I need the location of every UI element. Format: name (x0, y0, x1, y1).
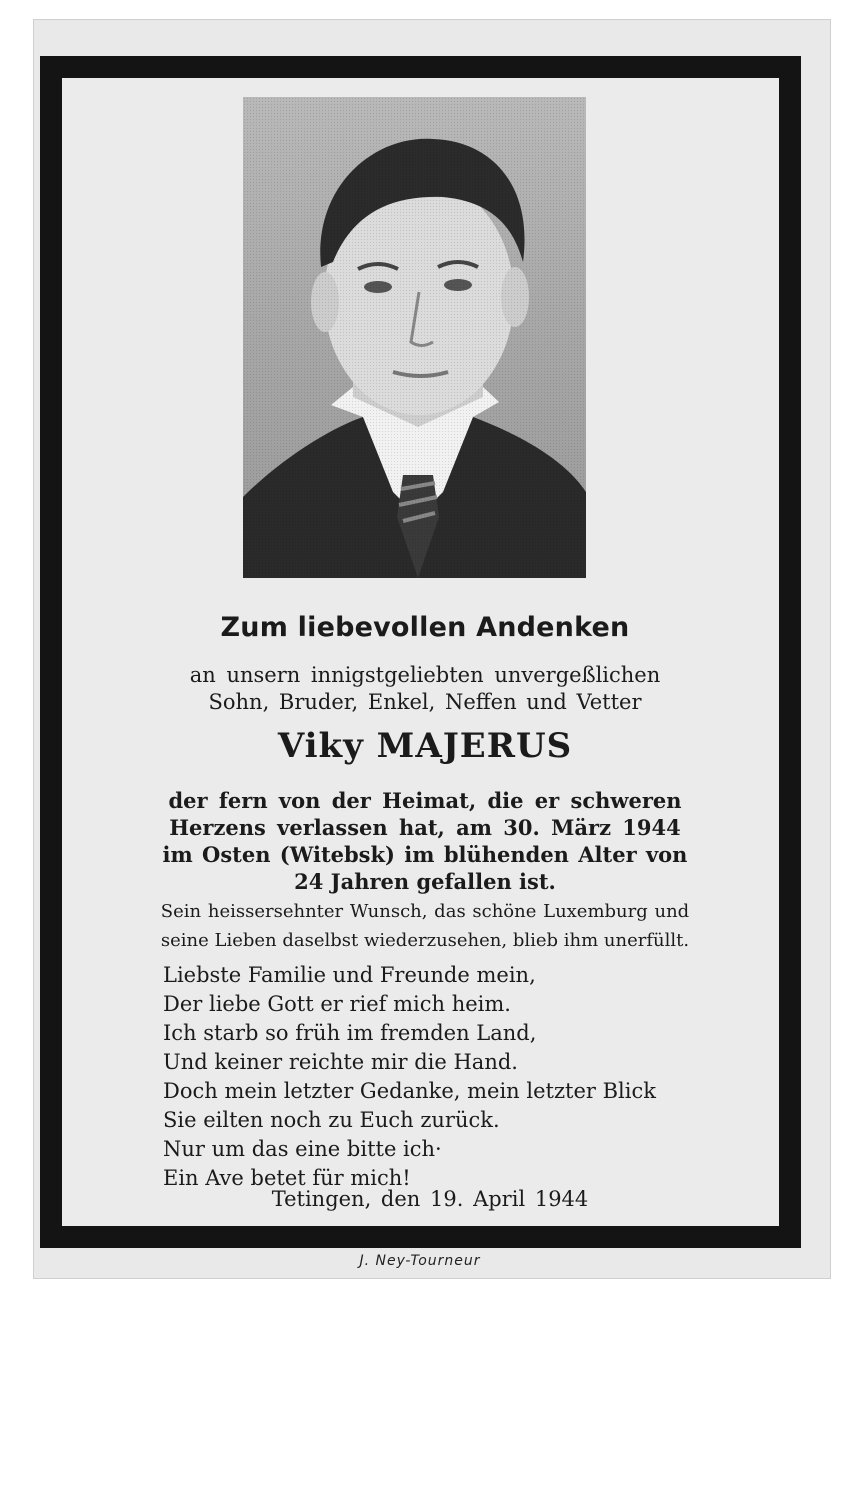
wish-line-1: Sein heissersehnter Wunsch, das schöne Luxemburg und (160, 901, 690, 922)
body-line-3: im Osten (Witebsk) im blühenden Alter von (162, 842, 688, 867)
place-date: Tetingen, den 19. April 1944 (271, 1187, 589, 1211)
poem-line: Der liebe Gott er rief mich heim. (163, 992, 511, 1016)
poem (163, 961, 656, 1193)
deceased-name: Viky MAJERUS (277, 726, 573, 766)
body-line-1: der fern von der Heimat, die er schweren (168, 788, 682, 813)
poem-line: Sie eilten noch zu Euch zurück. (163, 1108, 500, 1132)
body-line-4: 24 Jahren gefallen ist. (294, 869, 556, 894)
body-line-2: Herzens verlassen hat, am 30. März 1944 (169, 815, 681, 840)
poem-line: Nur um das eine bitte ich· (163, 1137, 442, 1161)
poem-line: Ein Ave betet für mich! (163, 1166, 411, 1190)
card-heading: Zum liebevollen Andenken (220, 612, 630, 643)
poem-line: Und keiner reichte mir die Hand. (163, 1050, 518, 1074)
poem-line: Ich starb so früh im fremden Land, (163, 1021, 537, 1045)
intro-line-1: an unsern innigstgeliebten unvergeßlichen (189, 663, 661, 687)
poem-line: Liebste Familie und Freunde mein, (163, 963, 536, 987)
portrait-photo (243, 97, 586, 578)
printer-credit: J. Ney-Tourneur (359, 1253, 481, 1269)
wish-line-2: seine Lieben daselbst wiederzusehen, blieb ihm unerfüllt. (160, 930, 690, 951)
poem-line: Doch mein letzter Gedanke, mein letzter Blick (163, 1079, 656, 1103)
intro-line-2: Sohn, Bruder, Enkel, Neffen und Vetter (208, 690, 642, 714)
